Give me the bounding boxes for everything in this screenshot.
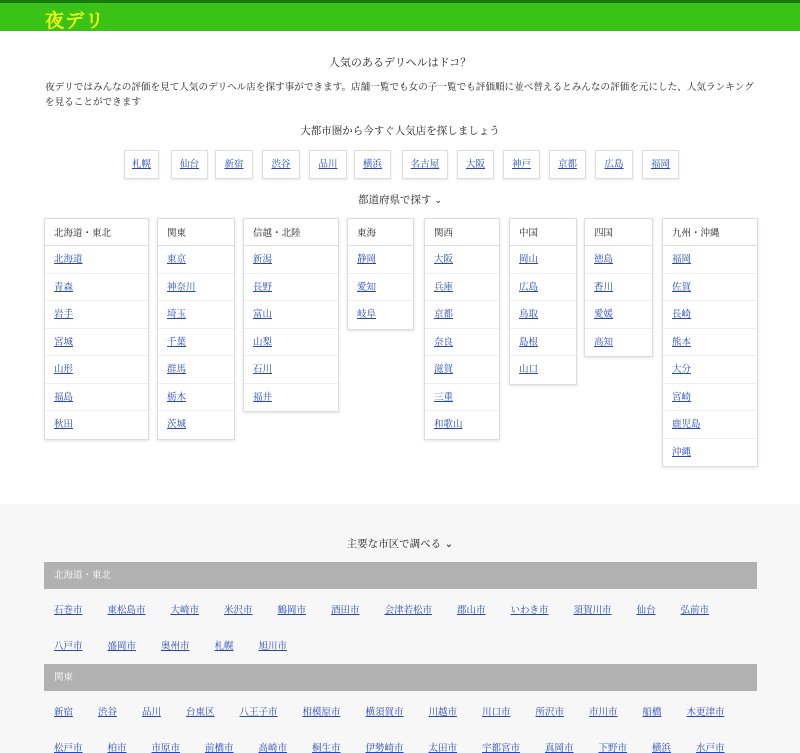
shiku-link[interactable]: 市原市	[151, 743, 181, 753]
shiku-link[interactable]: 鶴岡市	[277, 605, 307, 616]
prefecture-link[interactable]: 岡山	[519, 254, 539, 265]
prefecture-link[interactable]: 宮城	[54, 336, 74, 348]
region-panel	[157, 218, 235, 440]
prefecture-item	[663, 356, 757, 384]
prefecture-link[interactable]: 静岡	[357, 254, 377, 265]
region-panel	[509, 218, 577, 385]
prefecture-item	[244, 329, 338, 357]
shiku-link[interactable]: 米沢市	[224, 605, 253, 616]
prefecture-link[interactable]: 宮崎	[672, 391, 692, 403]
shiku-link[interactable]: 東松島市	[107, 605, 146, 616]
shiku-link[interactable]: 八王子市	[239, 707, 278, 718]
prefecture-link[interactable]: 佐賀	[672, 281, 692, 293]
prefecture-item	[510, 301, 576, 329]
prefecture-item	[663, 274, 757, 302]
prefecture-item	[663, 246, 757, 274]
shiku-link[interactable]: 郡山市	[457, 605, 486, 616]
region-panel	[584, 218, 653, 357]
shiku-link[interactable]: 船橋	[642, 707, 662, 718]
prefecture-item	[663, 329, 757, 357]
prefecture-item	[663, 301, 757, 329]
shiku-link[interactable]: 横浜	[652, 743, 672, 753]
prefecture-link[interactable]: 富山	[253, 309, 273, 320]
shiku-link[interactable]: 石巻市	[54, 605, 83, 616]
prefecture-item	[244, 384, 338, 412]
shiku-heading-label: 主要な市区で調べる	[346, 538, 442, 550]
shiku-link[interactable]: いわき市	[510, 605, 549, 616]
prefecture-heading[interactable]	[0, 192, 800, 207]
shiku-link[interactable]: 仙台	[636, 605, 656, 616]
city-button[interactable]	[354, 150, 391, 179]
city-button[interactable]	[402, 150, 448, 179]
city-button[interactable]	[642, 150, 679, 179]
prefecture-link[interactable]: 愛知	[357, 281, 377, 293]
prefecture-link[interactable]: 沖縄	[672, 446, 692, 458]
city-button[interactable]	[215, 150, 253, 179]
site-logo[interactable]: 夜デリ	[45, 10, 106, 32]
prefecture-link[interactable]: 石川	[253, 364, 273, 375]
shiku-link[interactable]: 真岡市	[545, 743, 574, 753]
shiku-link[interactable]: 川口市	[482, 707, 511, 718]
prefecture-item	[510, 356, 576, 384]
prefecture-link[interactable]: 青森	[54, 281, 74, 293]
intro-text: 夜デリではみんなの評価を見て人気のデリヘル店を探す事ができます。店舗一覧でも女の子一覧でも評価順に並べ替えるとみんなの評価を元にした、人気ランキングを見ることができます	[45, 82, 754, 108]
prefecture-link[interactable]: 兵庫	[434, 281, 454, 293]
prefecture-item	[585, 246, 652, 274]
prefecture-item	[585, 274, 652, 302]
prefecture-item	[348, 274, 413, 302]
shiku-link[interactable]: 川越市	[428, 707, 458, 718]
shiku-link[interactable]: 新宿	[54, 707, 74, 718]
prefecture-item	[158, 384, 234, 412]
city-link[interactable]: 福岡	[650, 159, 670, 170]
city-button[interactable]	[171, 150, 208, 179]
prefecture-item	[45, 246, 148, 274]
main-heading: 人気のあるデリヘルはドコ？	[328, 56, 472, 69]
shiku-link[interactable]: 下野市	[598, 743, 628, 753]
shiku-link[interactable]: 横須賀市	[365, 707, 404, 718]
prefecture-link[interactable]: 岐阜	[357, 309, 377, 320]
prefecture-item	[585, 301, 652, 329]
prefecture-item	[585, 329, 652, 357]
prefecture-item	[45, 384, 148, 412]
prefecture-link[interactable]: 大阪	[434, 254, 454, 265]
prefecture-item	[244, 356, 338, 384]
shiku-link[interactable]: 大崎市	[170, 605, 200, 616]
prefecture-link[interactable]: 香川	[594, 281, 614, 293]
region-title: 北海道・東北	[45, 219, 148, 246]
prefecture-link[interactable]: 長野	[253, 281, 273, 293]
prefecture-item	[425, 274, 499, 302]
prefecture-item	[425, 301, 499, 329]
prefecture-link[interactable]: 大分	[672, 364, 692, 375]
prefecture-item	[158, 274, 234, 302]
prefecture-item	[244, 301, 338, 329]
shiku-link[interactable]: 市川市	[589, 707, 618, 718]
region-title: 関東	[158, 219, 234, 246]
city-link[interactable]: 横浜	[362, 159, 382, 170]
city-button[interactable]	[549, 150, 586, 179]
prefecture-item	[348, 246, 413, 274]
prefecture-item	[348, 301, 413, 329]
prefecture-link[interactable]: 新潟	[253, 254, 273, 265]
prefecture-item	[45, 356, 148, 384]
prefecture-item	[244, 246, 338, 274]
shiku-link[interactable]: 太田市	[428, 743, 458, 753]
prefecture-link[interactable]: 北海道	[54, 254, 83, 265]
shiku-heading[interactable]	[0, 536, 800, 551]
prefecture-link[interactable]: 徳島	[594, 254, 614, 265]
prefecture-item	[45, 301, 148, 329]
shiku-region-header: 関東	[44, 664, 757, 691]
region-title: 中国	[510, 219, 576, 246]
prefecture-item	[244, 274, 338, 302]
prefecture-link[interactable]: 京都	[434, 309, 454, 320]
shiku-link[interactable]: 酒田市	[331, 605, 360, 616]
city-link[interactable]: 大阪	[465, 159, 485, 170]
prefecture-link[interactable]: 滋賀	[434, 364, 454, 375]
prefecture-link[interactable]: 熊本	[672, 336, 692, 348]
prefecture-item	[510, 274, 576, 302]
region-title: 九州・沖縄	[663, 219, 757, 246]
prefecture-link[interactable]: 高知	[594, 336, 614, 348]
prefecture-item	[158, 411, 234, 439]
region-title: 関西	[425, 219, 499, 246]
prefecture-link[interactable]: 島根	[519, 336, 539, 348]
region-title: 東海	[348, 219, 413, 246]
region-panel	[44, 218, 149, 440]
prefecture-link[interactable]: 三重	[434, 391, 454, 403]
city-button[interactable]	[309, 150, 347, 179]
city-link[interactable]: 仙台	[179, 159, 199, 170]
prefecture-link[interactable]: 山梨	[253, 336, 273, 348]
shiku-link[interactable]: 相模原市	[302, 707, 341, 718]
city-link[interactable]: 札幌	[131, 159, 151, 170]
shiku-region-header: 北海道・東北	[44, 562, 757, 589]
prefecture-item	[663, 384, 757, 412]
shiku-link[interactable]: 水戸市	[696, 743, 725, 753]
prefecture-link[interactable]: 秋田	[54, 419, 74, 430]
prefecture-link[interactable]: 奈良	[434, 336, 454, 348]
prefecture-link[interactable]: 山口	[519, 364, 539, 375]
prefecture-link[interactable]: 神奈川	[167, 281, 196, 293]
prefecture-link[interactable]: 愛媛	[594, 309, 614, 320]
prefecture-link[interactable]: 山形	[54, 364, 74, 375]
city-link[interactable]: 品川	[318, 159, 338, 170]
shiku-link[interactable]: 盛岡市	[107, 641, 137, 652]
prefecture-link[interactable]: 福井	[253, 391, 273, 403]
prefecture-item	[158, 356, 234, 384]
prefecture-link[interactable]: 福岡	[672, 254, 692, 265]
city-button[interactable]	[124, 150, 159, 179]
prefecture-item	[158, 301, 234, 329]
chevron-down-icon: ⌄	[434, 196, 443, 206]
prefecture-item	[45, 329, 148, 357]
city-link[interactable]: 神戸	[511, 159, 531, 170]
shiku-link[interactable]: 所沢市	[535, 707, 565, 718]
shiku-link[interactable]: 木更津市	[686, 707, 725, 718]
prefecture-item	[510, 329, 576, 357]
region-panel	[424, 218, 500, 440]
metro-heading: 大都市圏から今すぐ人気店を探しましょう	[300, 125, 500, 137]
shiku-link[interactable]: 台東区	[186, 707, 215, 718]
prefecture-item	[45, 274, 148, 302]
region-title: 四国	[585, 219, 652, 246]
prefecture-item	[425, 411, 499, 439]
region-title: 信越・北陸	[244, 219, 338, 246]
prefecture-link[interactable]: 栃木	[167, 391, 187, 403]
chevron-down-icon: ⌄	[441, 538, 454, 550]
prefecture-link[interactable]: 岩手	[54, 309, 74, 320]
shiku-link[interactable]: 渋谷	[98, 707, 118, 718]
shiku-link[interactable]: 旭川市	[258, 641, 288, 652]
shiku-link[interactable]: 札幌	[214, 641, 234, 652]
header-bar	[0, 0, 800, 31]
prefecture-item	[510, 246, 576, 274]
city-link[interactable]: 渋谷	[271, 159, 291, 170]
prefecture-link[interactable]: 東京	[167, 254, 187, 265]
city-link[interactable]: 新宿	[224, 159, 244, 170]
prefecture-link[interactable]: 長崎	[672, 309, 692, 320]
prefecture-item	[158, 246, 234, 274]
shiku-link[interactable]: 高崎市	[258, 743, 288, 753]
prefecture-item	[425, 356, 499, 384]
city-button[interactable]	[457, 150, 494, 179]
shiku-link[interactable]: 柏市	[107, 743, 127, 753]
shiku-link[interactable]: 奥州市	[161, 641, 190, 652]
prefecture-link[interactable]: 埼玉	[167, 309, 187, 320]
city-link[interactable]: 京都	[557, 159, 577, 170]
city-link[interactable]: 名古屋	[410, 159, 440, 170]
prefecture-item	[425, 329, 499, 357]
shiku-link[interactable]: 弘前市	[680, 605, 710, 616]
shiku-link[interactable]: 品川	[142, 707, 162, 718]
prefecture-item	[663, 411, 757, 439]
shiku-link[interactable]: 桐生市	[312, 743, 341, 753]
city-link[interactable]: 広島	[604, 159, 624, 170]
prefecture-link[interactable]: 鹿児島	[672, 419, 701, 430]
prefecture-link[interactable]: 鳥取	[519, 309, 539, 320]
city-button[interactable]	[262, 150, 300, 179]
shiku-link[interactable]: 宇都宮市	[482, 743, 521, 753]
shiku-link[interactable]: 須賀川市	[573, 605, 612, 616]
prefecture-link[interactable]: 広島	[519, 281, 539, 293]
city-button[interactable]	[595, 150, 633, 179]
shiku-link[interactable]: 前橋市	[205, 743, 234, 753]
city-button[interactable]	[503, 150, 540, 179]
prefecture-link[interactable]: 福島	[54, 391, 74, 403]
prefecture-item	[425, 246, 499, 274]
prefecture-heading-label: 都道府県で探す	[357, 194, 432, 206]
prefecture-item	[663, 439, 757, 467]
prefecture-item	[158, 329, 234, 357]
prefecture-link[interactable]: 群馬	[167, 364, 187, 375]
region-panel	[662, 218, 758, 467]
shiku-link[interactable]: 松戸市	[54, 743, 83, 753]
prefecture-link[interactable]: 和歌山	[434, 419, 463, 430]
prefecture-link[interactable]: 茨城	[167, 419, 187, 430]
shiku-link[interactable]: 会津若松市	[384, 605, 433, 616]
prefecture-item	[45, 411, 148, 439]
prefecture-link[interactable]: 千葉	[167, 336, 187, 348]
shiku-link[interactable]: 八戸市	[54, 641, 83, 652]
shiku-link[interactable]: 伊勢崎市	[365, 743, 404, 753]
region-panel	[243, 218, 339, 412]
prefecture-item	[425, 384, 499, 412]
region-panel	[347, 218, 414, 330]
